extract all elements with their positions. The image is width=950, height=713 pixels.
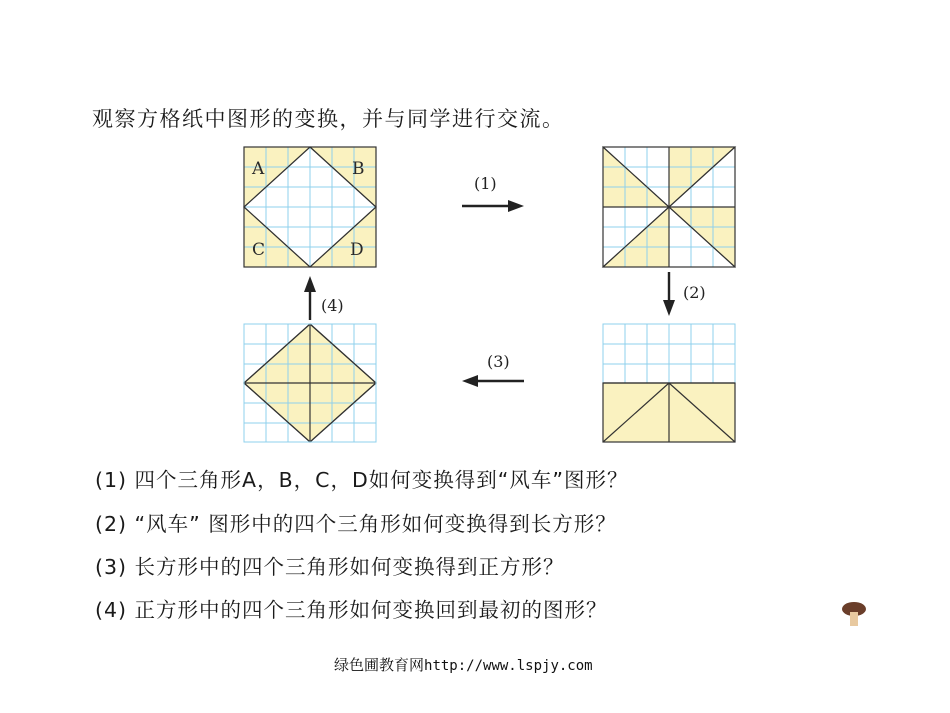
footer [334,656,624,675]
label-a: A [252,159,265,179]
question-4: (4) 正方形中的四个三角形如何变换回到最初的图形？ [95,598,608,622]
question-3: (3) 长方形中的四个三角形如何变换得到正方形？ [95,555,565,579]
label-d: D [350,240,364,260]
step-label-2: (2) [683,283,706,302]
page-title: 观察方格纸中图形的变换，并与同学进行交流。 [92,107,565,131]
label-c: C [252,240,266,260]
step-label-1: (1) [474,174,497,193]
footer-url[interactable]: http://www.lspjy.com [424,658,593,674]
figure-square [244,324,376,442]
arrow-up-icon [302,274,318,320]
decoration-icon [840,600,870,630]
arrow-down-icon [661,272,677,318]
figure-initial [244,147,376,267]
arrow-right-icon [462,198,526,214]
question-2: (2) “风车” 图形中的四个三角形如何变换得到长方形？ [95,512,617,536]
arrow-left-icon [460,373,524,389]
footer-site: 绿色圃教育网 [334,656,425,674]
step-label-3: (3) [487,352,510,371]
figure-pinwheel [603,147,735,267]
question-1: (1) 四个三角形A，B，C，D如何变换得到“风车”图形？ [95,468,629,492]
figure-rectangle [603,324,735,442]
label-b: B [352,159,365,179]
step-label-4: (4) [321,296,344,315]
